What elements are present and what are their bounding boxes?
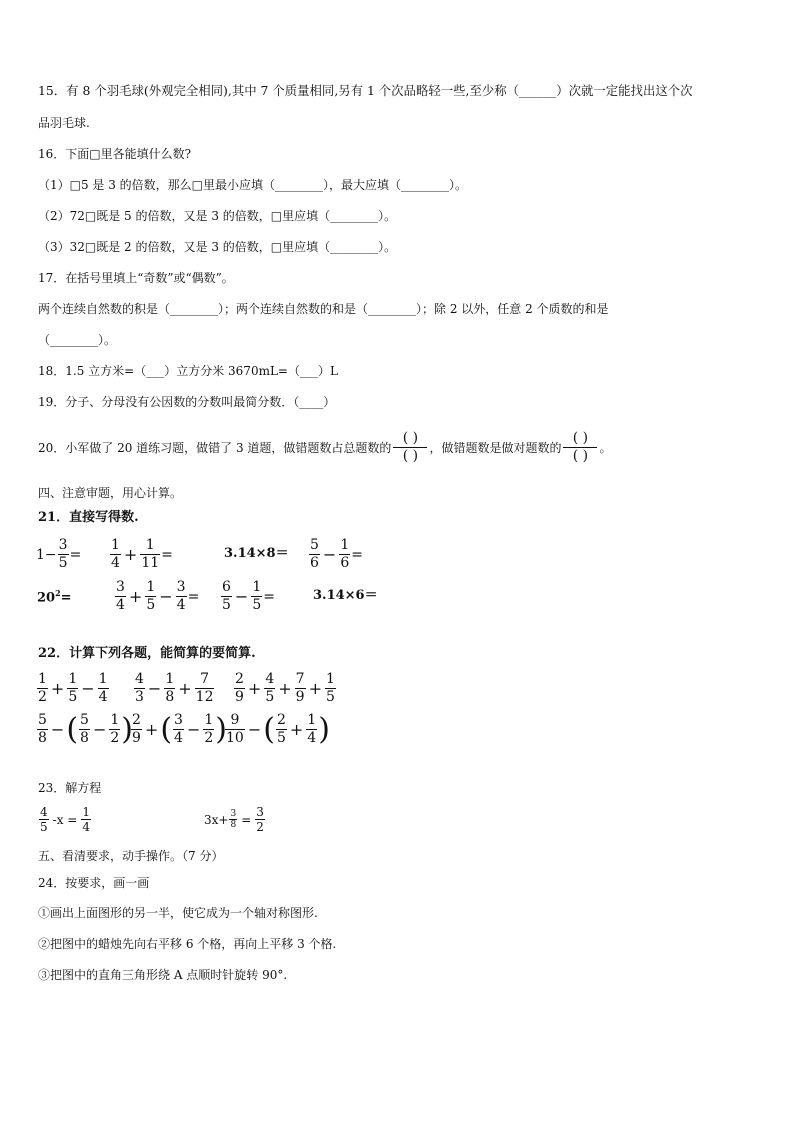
- q20-blank-fraction-2: [563, 430, 597, 465]
- left-paren: (: [66, 711, 79, 747]
- denominator: 5: [40, 820, 48, 834]
- numerator: 2: [132, 712, 141, 728]
- denominator: 5: [146, 597, 156, 613]
- denominator: 9: [295, 689, 305, 705]
- fraction: [39, 805, 49, 834]
- operator: −: [50, 719, 65, 739]
- fraction: [176, 579, 187, 614]
- fraction: [255, 805, 265, 834]
- q24-item3: ③把图中的直角三角形绕 A 点顺时针旋转 90°.: [38, 968, 288, 982]
- q24-item2: ②把图中的蜡烛先向右平移 6 个格，再向上平移 3 个格.: [38, 937, 337, 951]
- q20-blank-den-2: ( ): [572, 448, 589, 464]
- fraction: [131, 712, 142, 747]
- equation-prefix: 3x+: [204, 812, 229, 827]
- q23-eq1: [38, 805, 92, 834]
- denominator: 5: [58, 555, 68, 571]
- q22-title: 22．计算下列各题，能简算的要简算.: [38, 646, 256, 661]
- q16-item3: （3）32□既是 2 的倍数，又是 3 的倍数，□里应填（________）。: [38, 240, 397, 254]
- q19-text: 19．分子、分母没有公因数的分数叫最简分数．（____）: [38, 395, 336, 409]
- fraction: [306, 712, 317, 747]
- equals: =: [69, 546, 82, 563]
- fraction: [173, 712, 184, 747]
- operator: −: [147, 678, 162, 698]
- q23-title: 23．解方程: [38, 781, 102, 795]
- numerator: 1: [146, 579, 156, 595]
- numerator: 1: [82, 805, 90, 819]
- q21-title: 21．直接写得数.: [38, 510, 139, 525]
- numerator: 3: [176, 579, 186, 595]
- numerator: 1: [340, 537, 350, 553]
- q21-r2-e4: 3.14×6＝: [313, 588, 378, 603]
- numerator: 1: [98, 671, 108, 687]
- numerator: 2: [235, 671, 244, 687]
- fraction: [115, 579, 126, 614]
- numerator: 9: [230, 712, 240, 728]
- operator: −: [247, 719, 262, 739]
- numerator: 1: [165, 671, 175, 687]
- numerator: 1: [307, 712, 317, 728]
- numerator: 4: [40, 805, 48, 819]
- fraction: [37, 712, 48, 747]
- denominator: 6: [310, 555, 319, 571]
- denominator: 9: [235, 689, 244, 705]
- denominator: 4: [174, 730, 183, 746]
- fraction: [145, 579, 156, 614]
- fraction: [67, 671, 78, 706]
- operator: +: [289, 719, 304, 739]
- equals: =: [241, 812, 252, 827]
- denominator: 3: [135, 689, 144, 705]
- equation-middle: -x =: [52, 812, 78, 827]
- equals: =: [263, 588, 275, 605]
- fraction: [325, 671, 336, 706]
- denominator: 2: [256, 820, 264, 834]
- operator: +: [247, 678, 262, 698]
- q20-blank-fraction-1: [393, 430, 427, 465]
- fraction: [295, 671, 306, 706]
- numerator: 3: [116, 579, 125, 595]
- denominator: 4: [307, 730, 317, 746]
- operator: +: [144, 719, 159, 739]
- left-paren: (: [263, 711, 275, 747]
- q20-text-a: 20．小军做了 20 道练习题，做错了 3 道题，做错题数占总题数的: [38, 440, 392, 455]
- numerator: 4: [135, 671, 144, 687]
- q20-text-c: 。: [599, 440, 612, 455]
- numerator: 1: [145, 537, 155, 553]
- numerator: 3: [256, 805, 264, 819]
- fraction: [81, 805, 91, 834]
- numerator: 1: [252, 579, 262, 595]
- fraction: [251, 579, 262, 614]
- operator: −: [92, 719, 107, 739]
- fraction: [98, 671, 109, 706]
- numerator: 3: [230, 809, 237, 819]
- q16-title: 16．下面□里各能填什么数?: [38, 147, 192, 161]
- denominator: 2: [204, 730, 214, 746]
- numerator: 7: [200, 671, 210, 687]
- numerator: 3: [174, 712, 183, 728]
- numerator: 5: [38, 712, 47, 728]
- exponent: 2: [55, 588, 61, 598]
- q21-r1-e2: [109, 537, 173, 572]
- equals: =: [60, 590, 72, 606]
- q18-text: 18．1.5 立方米=（___）立方分米 3670mL=（___）L: [38, 364, 338, 378]
- q20-text-b: ，做错题数是做对题数的: [429, 440, 562, 455]
- operator: −: [159, 586, 173, 606]
- fraction: [229, 809, 237, 830]
- denominator: 2: [110, 730, 120, 746]
- numerator: 4: [265, 671, 275, 687]
- fraction: [339, 537, 350, 572]
- base: 20: [37, 590, 56, 606]
- fraction: [164, 671, 175, 706]
- fraction: [234, 671, 245, 706]
- numerator: 1: [204, 712, 214, 728]
- q22-r1-e1: [36, 671, 110, 706]
- denominator: 4: [116, 597, 125, 613]
- numerator: 7: [295, 671, 305, 687]
- fraction: [195, 671, 215, 706]
- operator: +: [128, 586, 143, 606]
- q17-line2: （________）。: [38, 333, 117, 347]
- equals: =: [351, 546, 363, 563]
- q22-r2-e3: [224, 712, 330, 747]
- fraction: [309, 537, 320, 572]
- q17-title: 17．在括号里填上“奇数”或“偶数”。: [38, 271, 234, 285]
- q21-r2-e2: [114, 579, 199, 614]
- fraction: [109, 712, 120, 747]
- equals: =: [187, 588, 200, 605]
- q21-r2-e1: [37, 589, 72, 604]
- q16-item1: （1）□5 是 3 的倍数，那么□里最小应填（________），最大应填（________）。: [38, 178, 468, 192]
- right-paren: ): [215, 711, 228, 747]
- denominator: 4: [98, 689, 108, 705]
- q20: [38, 430, 611, 465]
- fraction: [79, 712, 90, 747]
- denominator: 6: [340, 555, 350, 571]
- q20-blank-num-1: ( ): [402, 430, 419, 446]
- denominator: 4: [176, 597, 186, 613]
- fraction: [203, 712, 214, 747]
- q23-eq2: [204, 805, 266, 834]
- denominator: 5: [222, 597, 231, 613]
- denominator: 12: [195, 689, 214, 705]
- fraction: [58, 537, 69, 572]
- q22-r1-e2: [133, 671, 215, 706]
- numerator: 5: [310, 537, 319, 553]
- operator: −: [186, 719, 201, 739]
- denominator: 10: [226, 730, 244, 746]
- operator: +: [178, 678, 192, 698]
- right-paren: ): [121, 711, 134, 747]
- fraction: [276, 712, 287, 747]
- q20-blank-num-2: ( ): [572, 430, 589, 446]
- q21-r1-e1: [36, 537, 81, 572]
- q22-r2-e1: [36, 712, 133, 747]
- operator: −: [81, 678, 95, 698]
- q24-title: 24．按要求，画一画: [38, 876, 150, 890]
- operator: +: [123, 544, 138, 564]
- numerator: 1: [325, 671, 335, 687]
- q21-r2-e3: [220, 579, 275, 614]
- numerator: 1: [68, 671, 78, 687]
- denominator: 11: [141, 555, 160, 571]
- right-paren: ): [318, 711, 330, 747]
- q22-r1-e3: [233, 671, 337, 706]
- fraction: [37, 671, 48, 706]
- fraction: [110, 537, 121, 572]
- q21-r1-e3: 3.14×8＝: [224, 546, 289, 561]
- denominator: 8: [165, 689, 175, 705]
- q22-r2-e2: [130, 712, 227, 747]
- denominator: 5: [265, 689, 275, 705]
- q21-r1-e4: [308, 537, 363, 572]
- q15-line2: 品羽毛球.: [38, 116, 90, 130]
- q21-r1-e1-pre: 1−: [36, 546, 57, 563]
- numerator: 6: [222, 579, 231, 595]
- operator: −: [322, 544, 337, 564]
- denominator: 5: [68, 689, 78, 705]
- operator: −: [234, 586, 249, 606]
- denominator: 8: [38, 730, 47, 746]
- denominator: 2: [38, 689, 47, 705]
- denominator: 5: [276, 730, 286, 746]
- fraction: [134, 671, 145, 706]
- section4-title: 四、注意审题，用心计算。: [38, 486, 183, 500]
- denominator: 4: [111, 555, 120, 571]
- denominator: 4: [82, 820, 90, 834]
- numerator: 2: [276, 712, 286, 728]
- q24-item1: ①画出上面图形的另一半，使它成为一个轴对称图形.: [38, 906, 318, 920]
- numerator: 1: [38, 671, 47, 687]
- denominator: 5: [325, 689, 335, 705]
- denominator: 5: [252, 597, 262, 613]
- q17-line1: 两个连续自然数的积是（________）；两个连续自然数的和是（________）；除 2 以外，任意 2 个质数的和是: [38, 302, 609, 316]
- fraction: [225, 712, 245, 747]
- operator: +: [308, 678, 322, 698]
- q20-blank-den-1: ( ): [402, 448, 419, 464]
- denominator: 8: [80, 730, 89, 746]
- section5-title: 五、看清要求，动手操作。（7 分）: [38, 849, 224, 863]
- denominator: 8: [230, 820, 237, 830]
- q15-line1: 15．有 8 个羽毛球(外观完全相同),其中 7 个质量相同,另有 1 个次品略轻一些,至少称（______）次就一定能找出这个次: [38, 83, 693, 98]
- fraction: [264, 671, 275, 706]
- fraction: [140, 537, 160, 572]
- q16-item2: （2）72□既是 5 的倍数，又是 3 的倍数，□里应填（________）。: [38, 209, 397, 223]
- fraction: [221, 579, 232, 614]
- equals: =: [161, 546, 173, 563]
- operator: +: [278, 678, 292, 698]
- operator: +: [50, 678, 65, 698]
- numerator: 3: [58, 537, 68, 553]
- denominator: 9: [132, 730, 141, 746]
- left-paren: (: [160, 711, 173, 747]
- numerator: 1: [111, 537, 120, 553]
- numerator: 5: [80, 712, 89, 728]
- numerator: 1: [110, 712, 120, 728]
